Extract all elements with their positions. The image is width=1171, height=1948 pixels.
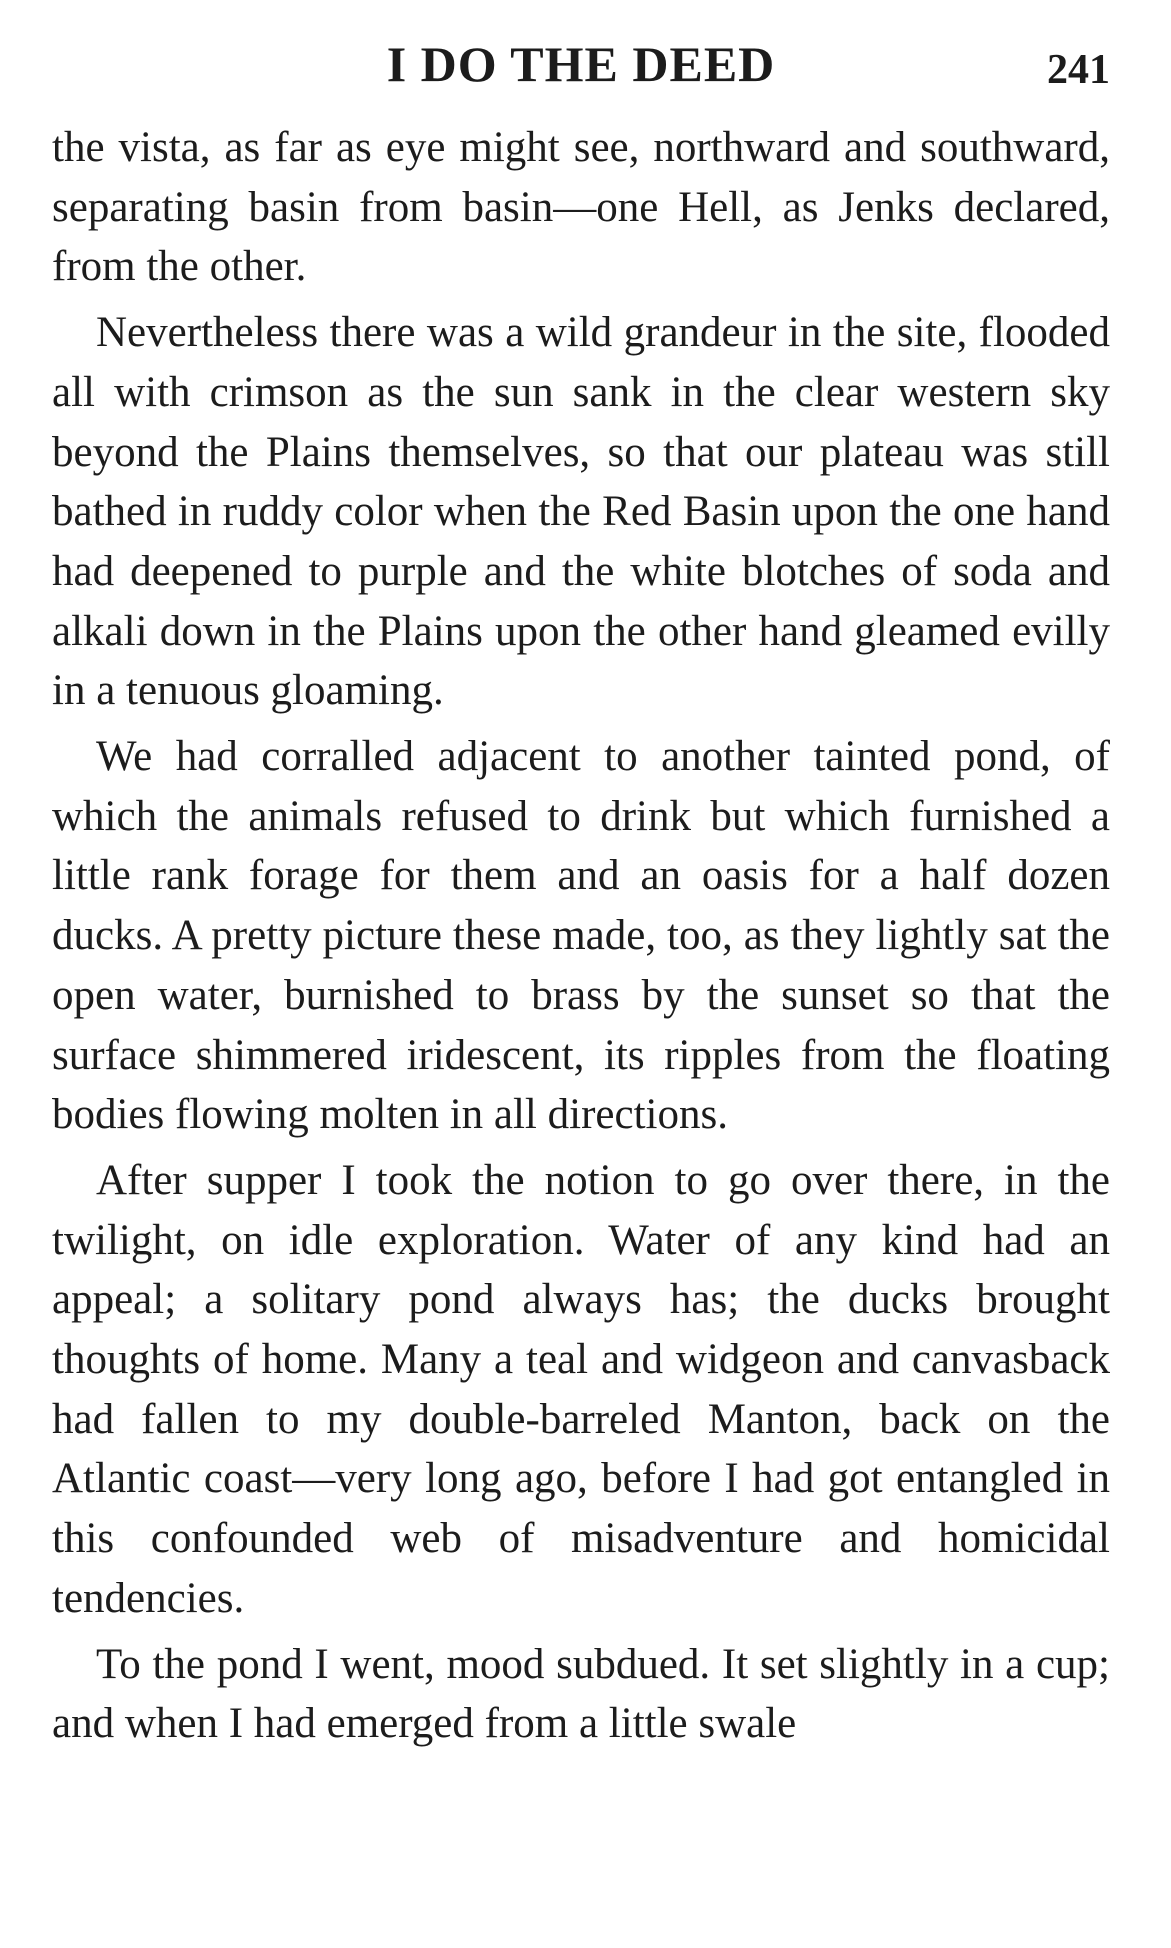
body-text bbox=[52, 118, 1110, 1754]
paragraph: To the pond I went, mood subdued. It set slightly in a cup; and when I had emerged from a little swale bbox=[52, 1640, 1110, 1748]
page-number: 241 bbox=[1047, 47, 1110, 93]
paragraph: Nevertheless there was a wild grandeur in the site, flooded all with crimson as the sun sank in the clear western sky beyond the Plains themselves, so that our plateau was still bathed in ruddy color when the Red Basin upon the one hand had deepened to purple and the white blotches of soda and alkali down in the Plains upon the other hand gleamed evilly in a tenuous gloaming. bbox=[52, 309, 1110, 715]
paragraph: We had corralled adjacent to another tainted pond, of which the animals refused to drink but which furnished a little rank forage for them and an oasis for a half dozen ducks. A pretty picture these made, too, as they lightly sat the open water, burnished to brass by the sunset so that the surface shimmered iridescent, its ripples from the floating bodies flowing molten in all directions. bbox=[52, 733, 1110, 1139]
paragraph-continuation: the vista, as far as eye might see, northward and southward, separating basin from basin—one Hell, as Jenks declared, from the other. bbox=[52, 124, 1110, 291]
chapter-title: I DO THE DEED bbox=[386, 36, 776, 92]
paragraph: After supper I took the notion to go over there, in the twilight, on idle exploration. Water of any kind had an appeal; a solitary pond always has; the ducks brought thoughts of home. Many a teal and widgeon and canvasback had fallen to my double-barreled Manton, back on the Atlantic coast—very long ago, before I had got entangled in this confounded web of misadventure and homicidal tendencies. bbox=[52, 1156, 1110, 1622]
running-head bbox=[52, 34, 1110, 94]
